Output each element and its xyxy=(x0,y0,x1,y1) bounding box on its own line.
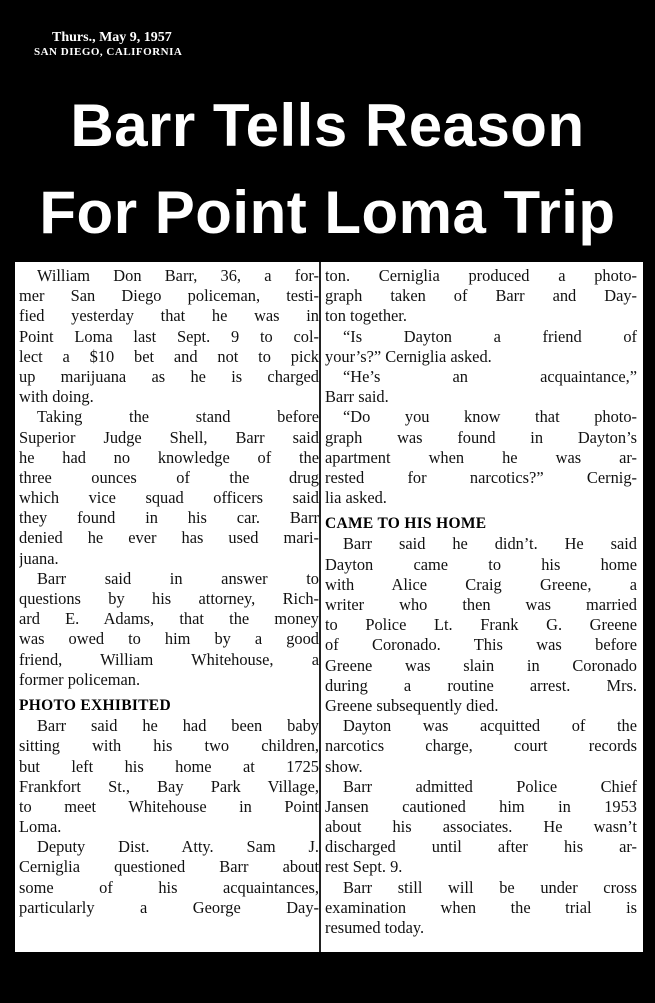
column-divider xyxy=(319,262,321,952)
text-line: mer San Diego policeman, testi- xyxy=(19,286,319,306)
text-line: some of his acquaintances, xyxy=(19,877,319,897)
text-line: Barr said he didn’t. He said xyxy=(343,534,637,554)
text-line: Dayton came to his home xyxy=(325,554,637,574)
dateline-place: SAN DIEGO, CALIFORNIA xyxy=(34,46,183,58)
text-line: Greene subsequently died. xyxy=(325,695,499,715)
text-line: was owed to him by a good xyxy=(19,629,319,649)
text-line: rest Sept. 9. xyxy=(325,857,403,877)
text-line: apartment when he was ar- xyxy=(325,447,637,467)
headline-line-1: Barr Tells Reason xyxy=(70,92,585,159)
text-line: ton. Cerniglia produced a photo- xyxy=(325,266,637,285)
article-body xyxy=(15,262,643,952)
text-line: Point Loma last Sept. 9 to col- xyxy=(19,326,319,346)
right-column xyxy=(325,266,637,938)
text-line: Dayton was acquitted of the xyxy=(343,716,637,736)
text-line: graph taken of Barr and Day- xyxy=(325,286,637,306)
text-line: resumed today. xyxy=(325,918,425,937)
headline-line-2: For Point Loma Trip xyxy=(39,179,616,246)
text-line: “Is Dayton a friend of xyxy=(343,326,637,346)
text-line: your’s?” Cerniglia asked. xyxy=(325,346,492,366)
text-line: three ounces of the drug xyxy=(19,467,319,487)
subheading-photo-exhibited: PHOTO EXHIBITED xyxy=(19,696,171,714)
text-line: Superior Judge Shell, Barr said xyxy=(19,427,319,447)
text-line: “Do you know that photo- xyxy=(343,407,637,427)
text-line: with doing. xyxy=(19,387,94,407)
text-line: rested for narcotics?” Cernig- xyxy=(325,467,637,487)
text-line: Barr admitted Police Chief xyxy=(343,776,637,796)
dateline xyxy=(34,30,182,59)
text-line: juana. xyxy=(19,548,59,568)
text-line: Loma. xyxy=(19,817,62,837)
text-line: about his associates. He wasn’t xyxy=(325,817,637,837)
text-line: lia asked. xyxy=(325,488,387,508)
text-line: Cerniglia questioned Barr about xyxy=(19,857,319,877)
text-line: William Don Barr, 36, a for- xyxy=(37,266,319,285)
text-line: ard E. Adams, that the money xyxy=(19,609,319,629)
text-line: which vice squad officers said xyxy=(19,488,319,508)
text-line: examination when the trial is xyxy=(325,897,637,917)
text-line: Greene was slain in Coronado xyxy=(325,655,637,675)
text-line: of Coronado. This was before xyxy=(325,635,637,655)
text-line: Taking the stand before xyxy=(37,407,319,427)
text-line: Deputy Dist. Atty. Sam J. xyxy=(37,837,319,857)
text-line: former policeman. xyxy=(19,669,141,689)
text-line: friend, William Whitehouse, a xyxy=(19,649,319,669)
text-line: Barr said. xyxy=(325,387,389,407)
subheading-came-to-his-home: CAME TO HIS HOME xyxy=(325,515,487,533)
text-line: Frankfort St., Bay Park Village, xyxy=(19,776,319,796)
text-line: particularly a George Day- xyxy=(19,897,319,917)
text-line: they found in his car. Barr xyxy=(19,508,319,528)
text-line: Jansen cautioned him in 1953 xyxy=(325,796,637,816)
text-line: denied he ever has used mari- xyxy=(19,528,319,548)
text-line: Barr still will be under cross xyxy=(343,877,637,897)
text-line: up marijuana as he is charged xyxy=(19,366,319,386)
text-line: ton together. xyxy=(325,306,407,326)
text-line: with Alice Craig Greene, a xyxy=(325,574,637,594)
text-line: he had no knowledge of the xyxy=(19,447,319,467)
text-line: but left his home at 1725 xyxy=(19,756,319,776)
text-line: “He’s an acquaintance,” xyxy=(343,366,637,386)
text-line: lect a $10 bet and not to pick xyxy=(19,346,319,366)
left-column xyxy=(19,266,319,918)
text-line: to meet Whitehouse in Point xyxy=(19,796,319,816)
text-line: to Police Lt. Frank G. Greene xyxy=(325,615,637,635)
text-line: questions by his attorney, Rich- xyxy=(19,589,319,608)
text-line: graph was found in Dayton’s xyxy=(325,427,637,447)
text-line: Barr said in answer to xyxy=(37,568,319,588)
text-line: narcotics charge, court records xyxy=(325,736,637,756)
text-line: writer who then was married xyxy=(325,595,637,614)
text-line: fied yesterday that he was in xyxy=(19,306,319,326)
dateline-date: Thurs., May 9, 1957 xyxy=(52,30,172,45)
text-line: sitting with his two children, xyxy=(19,736,319,756)
text-line: discharged until after his ar- xyxy=(325,837,637,857)
text-line: during a routine arrest. Mrs. xyxy=(325,675,637,695)
text-line: Barr said he had been baby xyxy=(37,716,319,736)
text-line: show. xyxy=(325,756,363,776)
